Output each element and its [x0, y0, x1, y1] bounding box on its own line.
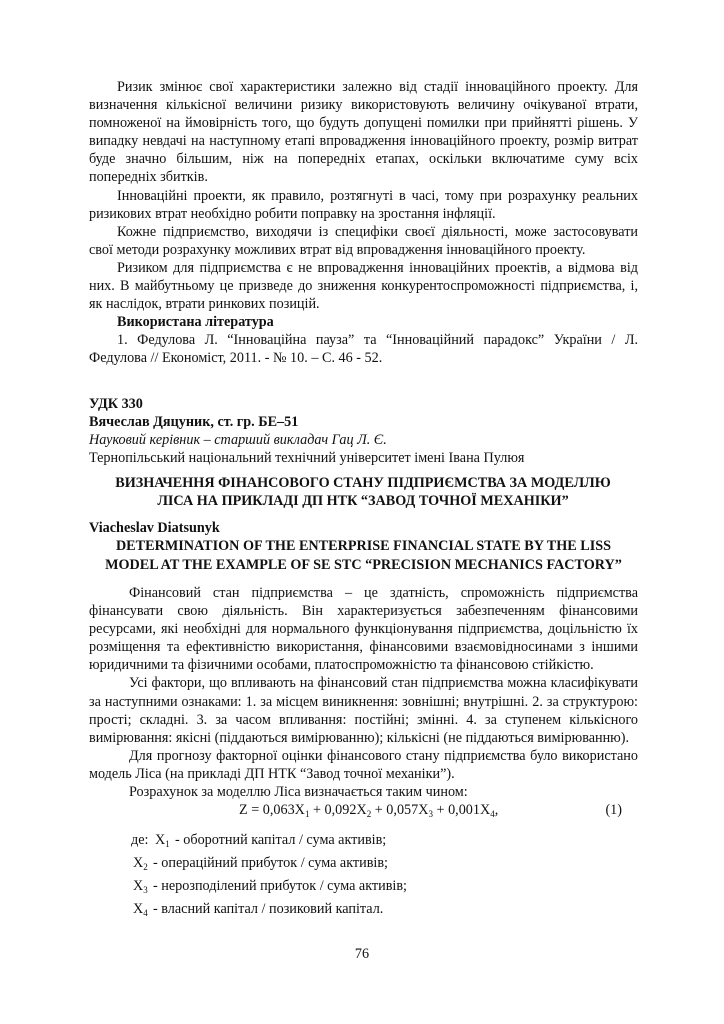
definition-symbol: $X_2$	[133, 855, 148, 873]
definition-text: - оборотний капітал / сума активів;	[175, 832, 387, 849]
author-name-english: Viacheslav Diatsunyk	[89, 520, 220, 536]
references-heading: Використана література	[117, 314, 274, 331]
paragraph-calculation: Розрахунок за моделлю Ліса визначається таким чином:	[129, 784, 468, 801]
definition-text: - операційний прибуток / сума активів;	[153, 855, 389, 872]
top-section	[89, 78, 638, 368]
definition-symbol: $X_1$	[155, 832, 170, 850]
paragraph-risk-stages: Ризик змінює свої характеристики залежно від стадії інноваційного проекту. Для визначення кількісної величини ризику використовують величину очікуваної втрати, помноженої на ймовірність того, що будуть допущені помилки при прийнятті рішень. У випадку невдачі на наступному етапі впровадження інноваційного проекту, розмір витрат буде значно більшим, ніж на попередніх етапах, оскільки включатиме суму всіх попередніх збитків.	[89, 79, 638, 186]
formula-number: (1)	[605, 802, 622, 819]
definition-symbol: $X_3$	[133, 878, 148, 896]
paragraph-factors: Усі фактори, що впливають на фінансовий стан підприємства можна класифікувати за наступними ознаками: 1. за місцем виникнення: зовнішні; внутрішні. 2. за структурою: прості; складні. 3. за часом впливання: постійні; змінні. 4. за ступенем кількісного вимірювання: якісні (піддаються вимірюванню); кількісні (не піддаються вимірюванню).	[89, 675, 638, 746]
definition-text: - власний капітал / позиковий капітал.	[153, 901, 384, 918]
paragraph-forecast: Для прогнозу факторної оцінки фінансового стану підприємства було використано модель Ліса (на прикладі ДП НТК “Завод точної механіки”).	[89, 747, 638, 782]
title-ukrainian-block	[100, 474, 626, 511]
udk-code: УДК 330	[89, 396, 143, 412]
definition-row	[89, 877, 638, 900]
paragraph-inflation: Інноваційні проекти, як правило, розтягнуті в часі, тому при розрахунку реальних ризикових втрат необхідно робити поправку на зростання інфляції.	[89, 187, 638, 222]
definition-symbol: $X_4$	[133, 901, 148, 919]
article-header	[89, 395, 638, 467]
definition-row	[89, 900, 638, 923]
title-english: DETERMINATION OF THE ENTERPRISE FINANCIAL STATE BY THE LISS MODEL AT THE EXAMPLE OF SE STC “PRECISION MECHANICS FACTORY”	[105, 538, 622, 573]
reference-item: 1. Федулова Л. “Інноваційна пауза” та “Інноваційний парадокс” України / Л. Федулова // Економіст, 2011. - № 10. – С. 46 - 52.	[89, 332, 638, 367]
definition-row	[89, 831, 638, 854]
definition-row	[89, 854, 638, 877]
title-ukrainian: ВИЗНАЧЕННЯ ФІНАНСОВОГО СТАНУ ПІДПРИЄМСТВА ЗА МОДЕЛЛЮ ЛІСА НА ПРИКЛАДІ ДП НТК “ЗАВОД ТОЧНОЇ МЕХАНІКИ”	[115, 475, 611, 510]
article-body	[89, 584, 638, 923]
university-name: Тернопільський національний технічний університет імені Івана Пулюя	[89, 450, 525, 467]
definition-prefix: де:	[131, 832, 149, 849]
paragraph-refusal-risk: Ризиком для підприємства є не впровадження інноваційних проектів, а відмова від них. В майбутньому це призведе до зниження конкурентоспроможності підприємства, і, як наслідок, втрати ринкових позицій.	[89, 259, 638, 313]
scientific-advisor: Науковий керівник – старший викладач Гац Л. Є.	[89, 432, 387, 449]
liss-formula	[89, 801, 638, 821]
definition-text: - нерозподілений прибуток / сума активів;	[153, 878, 407, 895]
paragraph-methods: Кожне підприємство, виходячи із специфіки своєї діяльності, може застосовувати свої методи розрахунку можливих втрат від впровадження інноваційного проекту.	[89, 223, 638, 258]
page-number: 76	[354, 946, 370, 962]
formula-expression: $Z = 0,063X_1 + 0,092X_2 + 0,057X_3 + 0,001X_4$,	[239, 802, 499, 820]
paragraph-financial-state: Фінансовий стан підприємства – це здатність, спроможність підприємства фінансувати свою діяльність. Він характеризується забезпеченням фінансовими ресурсами, які необхідні для нормального функціонування підприємства, доцільністю їх розміщення та ефективністю використання, фінансовими взаємовідносинами з іншими юридичними та фізичними особами, платоспроможністю та фінансовою стійкістю.	[89, 585, 638, 674]
author-name: Вячеслав Дяцуник, ст. гр. БЕ–51	[89, 414, 299, 431]
english-header	[89, 519, 638, 574]
